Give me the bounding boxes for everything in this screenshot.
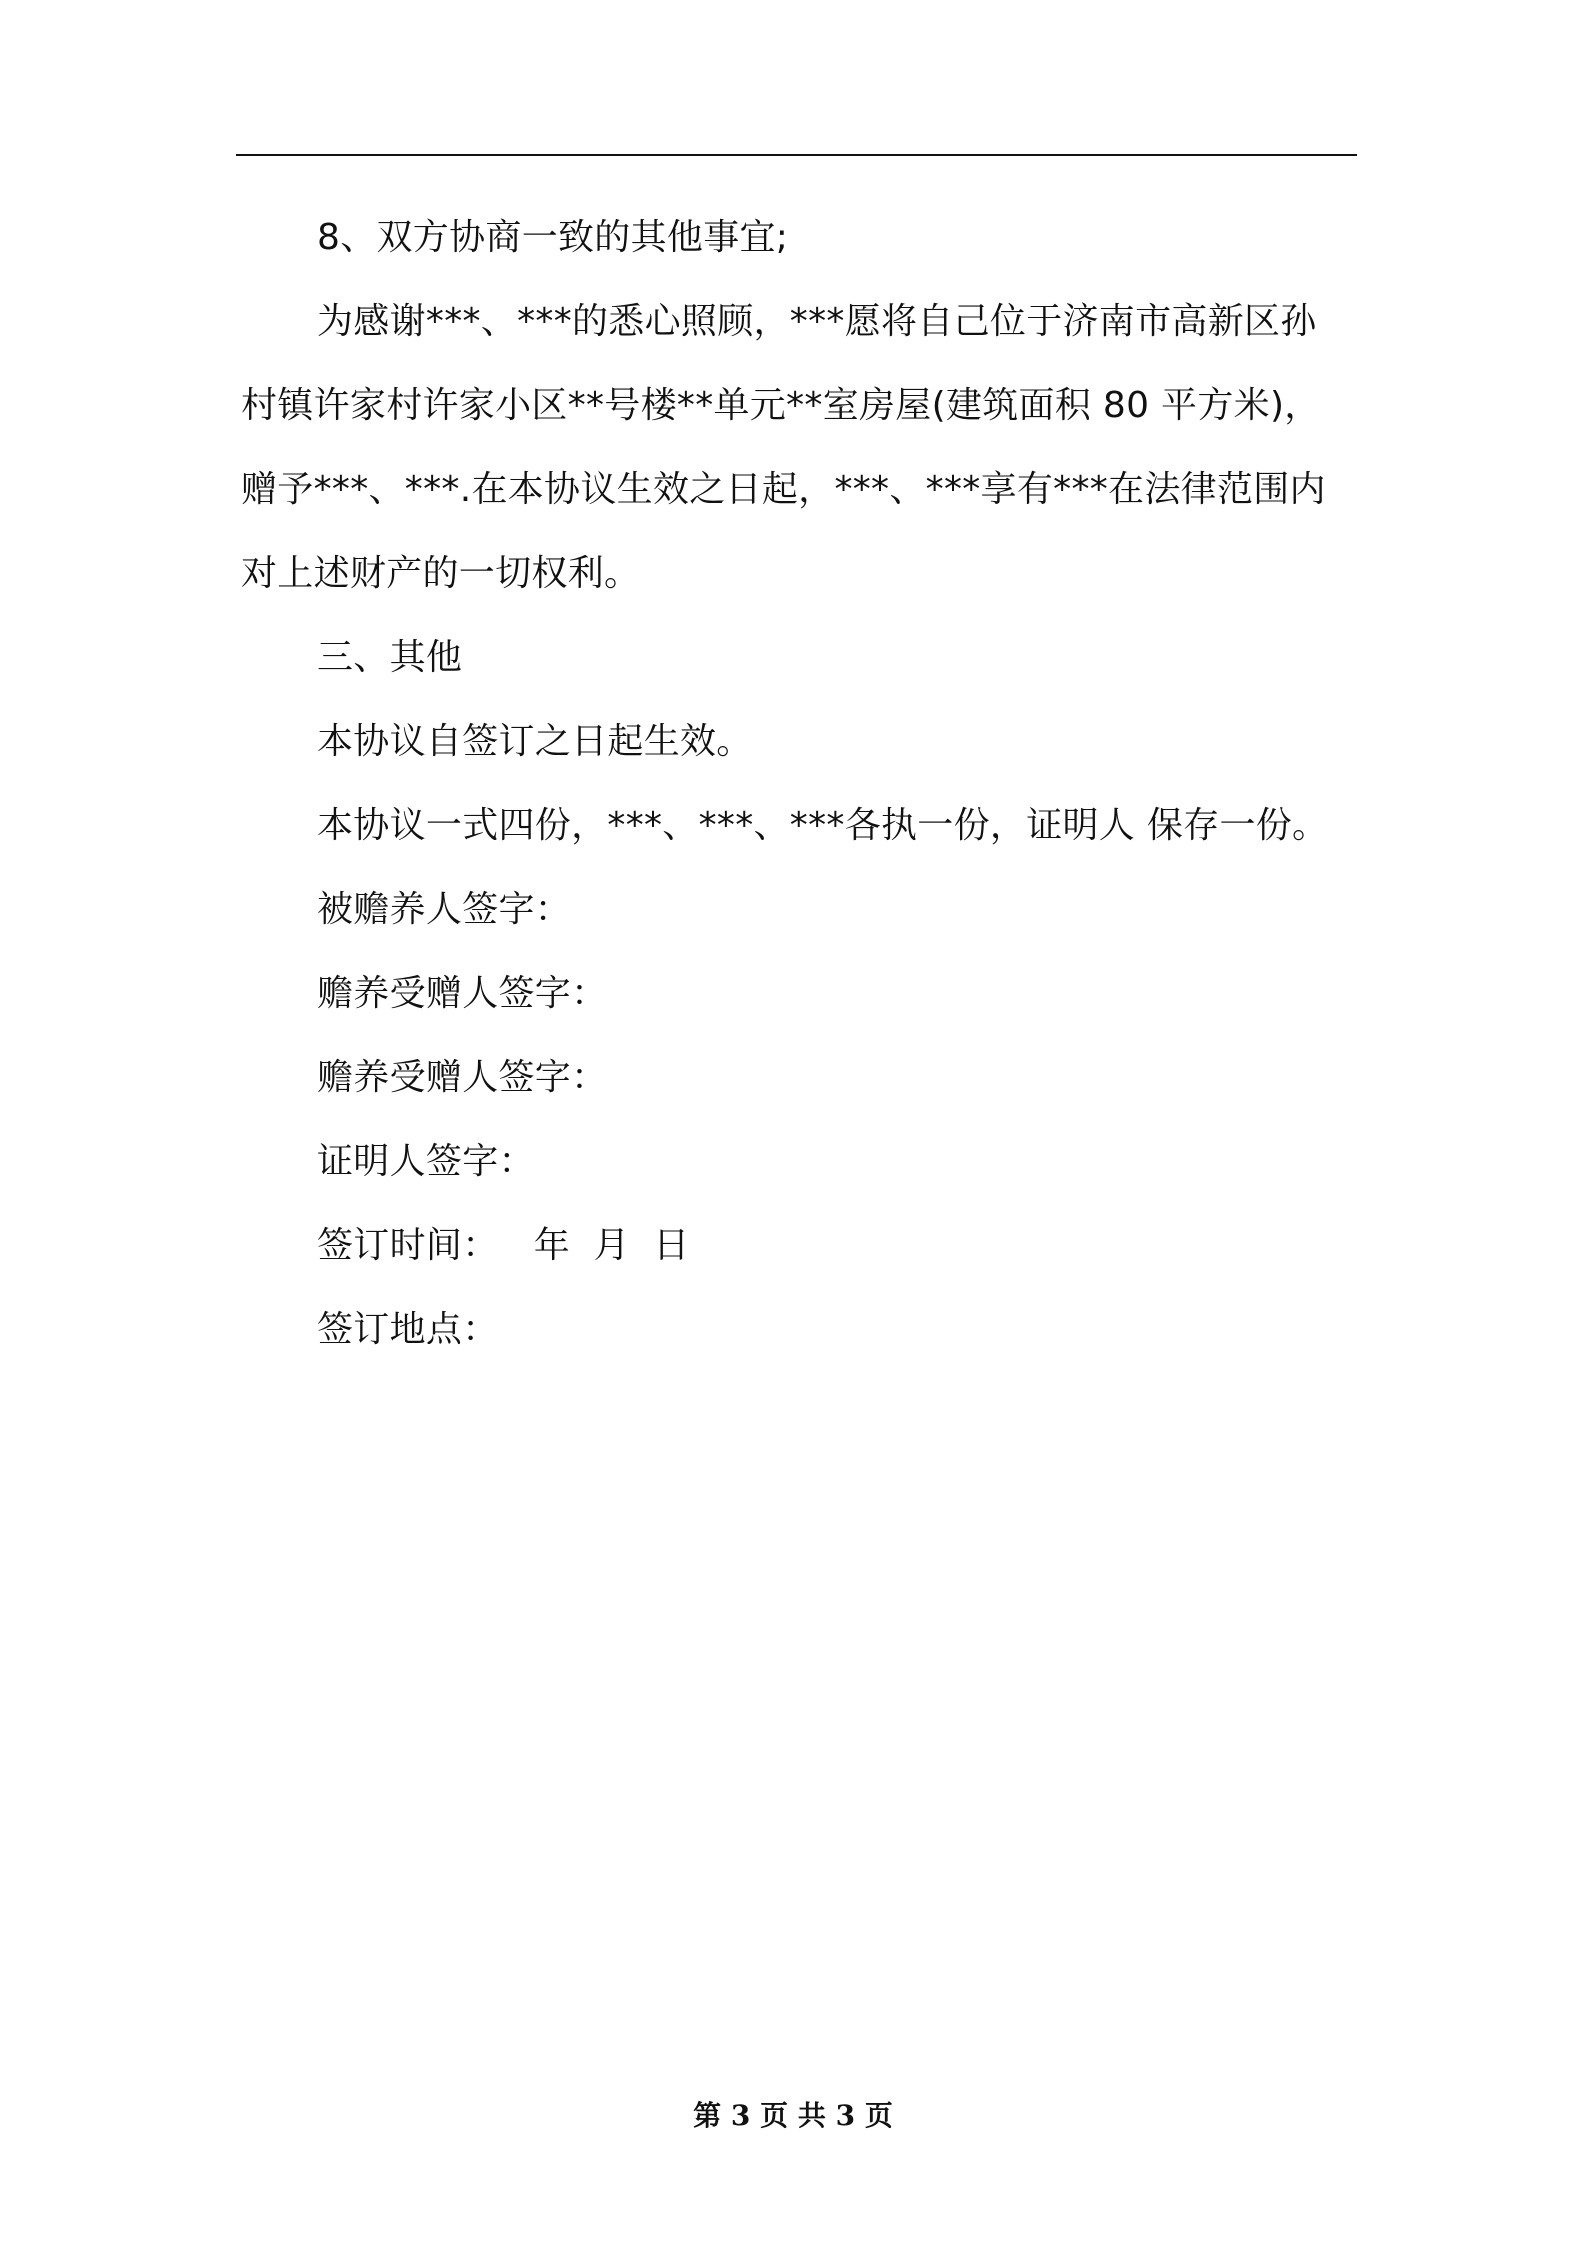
gift-clause-line-4: 对上述财产的一切权利。	[241, 553, 641, 594]
gift-clause-line-1: 为感谢***、***的悉心照顾，***愿将自己位于济南市高新区孙	[317, 301, 1317, 342]
gift-clause-line-3: 赠予***、***.在本协议生效之日起，***、***享有***在法律范围内	[241, 469, 1326, 510]
clause-8-line: 8、双方协商一致的其他事宜;	[317, 217, 789, 258]
signature-line-recipient-1: 赡养受赠人签字：	[317, 973, 608, 1014]
page-number-footer: 第 3 页 共 3 页	[693, 2099, 893, 2132]
signing-place-line: 签订地点：	[317, 1309, 499, 1350]
gift-clause-line-2: 村镇许家村许家小区**号楼**单元**室房屋(建筑面积 80 平方米)，	[241, 385, 1321, 426]
copies-clause: 本协议一式四份，***、***、***各执一份，证明人 保存一份。	[317, 805, 1329, 846]
signature-line-recipient-2: 赡养受赠人签字：	[317, 1057, 608, 1098]
section-heading-other: 三、其他	[317, 637, 463, 678]
signing-date-line: 签订时间： 年 月 日	[317, 1225, 690, 1266]
header-rule	[236, 154, 1357, 156]
signature-line-witness: 证明人签字：	[317, 1141, 535, 1182]
signature-line-supported-person: 被赡养人签字：	[317, 889, 572, 930]
effective-clause: 本协议自签订之日起生效。	[317, 721, 753, 762]
document-body	[241, 196, 1356, 1372]
